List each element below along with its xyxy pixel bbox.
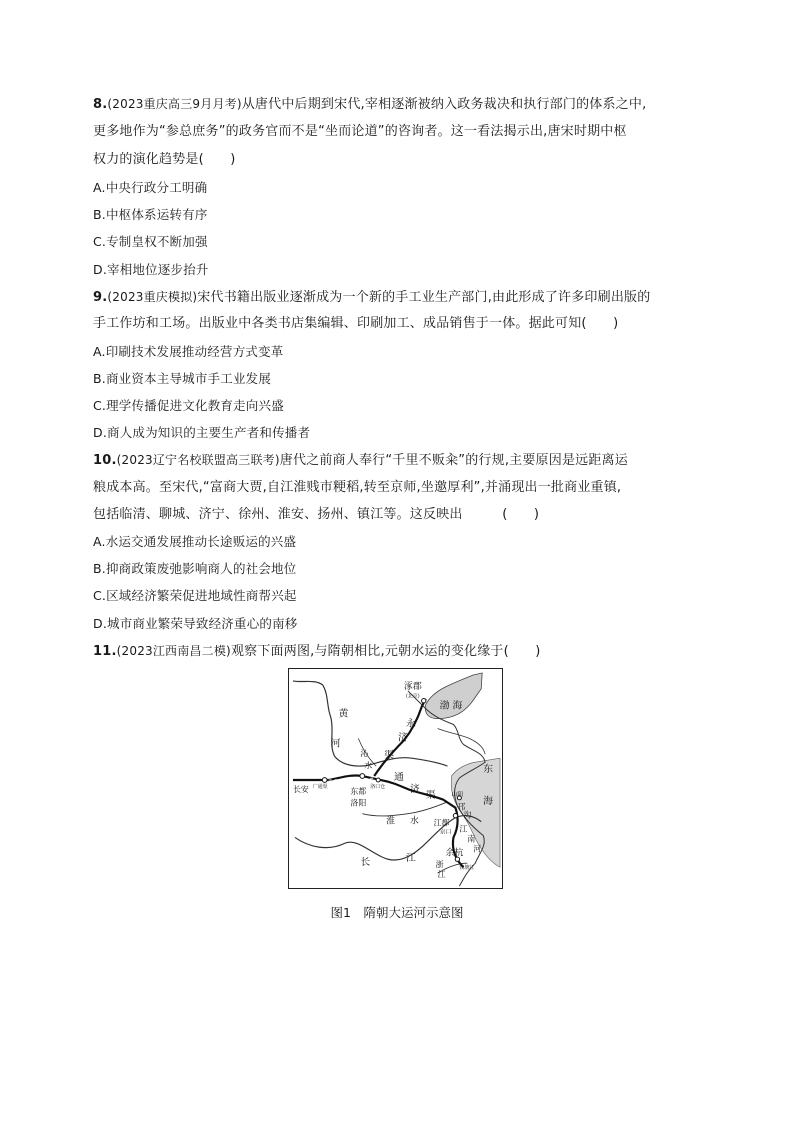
q10-source: (2023辽宁名校联盟高三联考) — [116, 453, 280, 467]
q9-stem-line2: 手工作坊和工场。出版业中各类书店集编辑、印刷加工、成品销售于一体。据此可知( ) — [93, 316, 619, 331]
label-jiang: 江 — [459, 824, 468, 834]
q9-source: (2023重庆模拟) — [107, 290, 198, 304]
label-changan: 长安 — [292, 784, 309, 794]
label-shui2: 水 — [409, 816, 419, 827]
q8-stem-line2: 更多地作为“参总庶务”的政务官而不是“坐而论道”的咨询者。这一看法揭示出,唐宋时期中枢 — [93, 124, 627, 139]
label-ji2: 济 — [409, 783, 420, 795]
map-caption: 图1 隋朝大运河示意图 — [330, 905, 464, 920]
q8-number: 8. — [93, 97, 108, 112]
label-gou: 沟 — [463, 810, 472, 820]
label-qu: 渠 — [384, 750, 394, 762]
label-shanyang: 山阳 — [451, 790, 464, 798]
label-nan: 南 — [467, 834, 476, 844]
label-jiangdu: 江都 — [433, 818, 450, 828]
q10-option-b[interactable]: B.抑商政策废弛影响商人的社会地位 — [93, 561, 297, 576]
city-luokou-marker — [376, 778, 380, 782]
q10-stem-text1: 唐代之前商人奉行“千里不贩籴”的行规,主要原因是远距离运 — [279, 453, 628, 468]
city-zhuojun-marker — [422, 699, 426, 703]
q9-option-a[interactable]: A.印刷技术发展推动经营方式变革 — [93, 344, 284, 359]
q8-option-a[interactable]: A.中央行政分工明确 — [93, 180, 208, 195]
label-tong: 通 — [394, 771, 404, 783]
q8-option-c[interactable]: C.专制皇权不断加强 — [93, 234, 208, 249]
label-he: 河 — [330, 738, 341, 750]
label-shui: 水 — [364, 761, 373, 771]
q8-stem-line1 — [93, 96, 646, 113]
label-chang: 长 — [360, 857, 371, 869]
label-han: 邗 — [457, 802, 466, 812]
label-yong: 永 — [405, 718, 416, 730]
q10-stem-line2: 粮成本高。至宋代,“富商大贾,自江淮贱市粳稻,转至京师,坐邀厚利”,并涌现出一批商业重镇, — [93, 480, 622, 495]
bohai-sea — [425, 673, 482, 719]
label-he2: 河 — [473, 844, 482, 854]
label-zhuojun-small: (北京) — [405, 693, 420, 700]
label-hai1: 海 — [452, 700, 463, 712]
label-jingkou: 京口 — [439, 828, 452, 836]
label-guangtong: 广通渠 — [312, 783, 328, 790]
label-qu2: 渠 — [425, 789, 436, 801]
q10-option-a[interactable]: A.水运交通发展推动长途贩运的兴盛 — [93, 534, 297, 549]
label-zhuojun: 涿郡 — [403, 681, 422, 692]
label-jiang3: 江 — [437, 870, 446, 880]
label-yuhang: 余杭 — [445, 848, 464, 859]
city-changan-marker — [322, 778, 327, 783]
q8-stem-text1: 从唐代中后期到宋代,宰相逐渐被纳入政务裁决和执行部门的体系之中, — [241, 97, 647, 112]
q9-number: 9. — [93, 290, 108, 305]
label-luoyang: 洛阳 — [350, 798, 367, 808]
q9-option-b[interactable]: B.商业资本主导城市手工业发展 — [93, 371, 272, 386]
q8-source: (2023重庆高三9月月考) — [107, 97, 242, 111]
label-dongdu: 东都 — [350, 786, 367, 796]
q8-option-b[interactable]: B.中枢体系运转有序 — [93, 207, 208, 222]
q11-stem-line1 — [93, 643, 541, 660]
q10-number: 10. — [93, 453, 117, 468]
q11-source: (2023江西南昌二模) — [116, 644, 231, 658]
huai-river — [362, 802, 447, 816]
label-jiang2: 江 — [405, 853, 416, 865]
label-qin: 沁 — [360, 749, 369, 759]
q9-stem-line1 — [93, 289, 650, 306]
q10-option-c[interactable]: C.区域经济繁荣促进地域性商帮兴起 — [93, 588, 297, 603]
label-bo: 渤 — [439, 700, 450, 712]
label-luokou: 洛口仓 — [370, 783, 386, 790]
label-huang: 黄 — [338, 708, 349, 720]
q10-stem-line3: 包括临清、聊城、济宁、徐州、淮安、扬州、镇江等。这反映出 ( ) — [93, 507, 540, 522]
label-hai2: 海 — [483, 795, 494, 807]
q8-option-d[interactable]: D.宰相地位逐步抬升 — [93, 262, 209, 277]
label-huai: 淮 — [386, 816, 396, 827]
q11-number: 11. — [93, 644, 117, 659]
q9-option-d[interactable]: D.商人成为知识的主要生产者和传播者 — [93, 425, 311, 440]
label-dong1: 东 — [483, 764, 494, 776]
label-zhe: 浙 — [435, 860, 444, 870]
q10-option-d[interactable]: D.城市商业繁荣导致经济重心的南移 — [93, 616, 298, 631]
city-jiangdu-marker — [453, 813, 457, 817]
city-luoyang-marker — [360, 774, 365, 779]
q10-stem-line1 — [93, 452, 628, 469]
map-svg — [289, 669, 502, 888]
sui-grand-canal-map — [288, 668, 503, 889]
label-qiantang: 钱塘江 — [459, 865, 475, 872]
q9-option-c[interactable]: C.理学传播促进文化教育走向兴盛 — [93, 398, 284, 413]
label-ji: 济 — [397, 732, 408, 744]
q9-stem-text1: 宋代书籍出版业逐渐成为一个新的手工业生产部门,由此形成了许多印刷出版的 — [197, 290, 651, 305]
q11-stem-text1: 观察下面两图,与隋朝相比,元朝水运的变化缘于( ) — [230, 644, 541, 659]
q8-stem-line3: 权力的演化趋势是( ) — [93, 152, 236, 167]
yellow-river — [293, 681, 448, 766]
